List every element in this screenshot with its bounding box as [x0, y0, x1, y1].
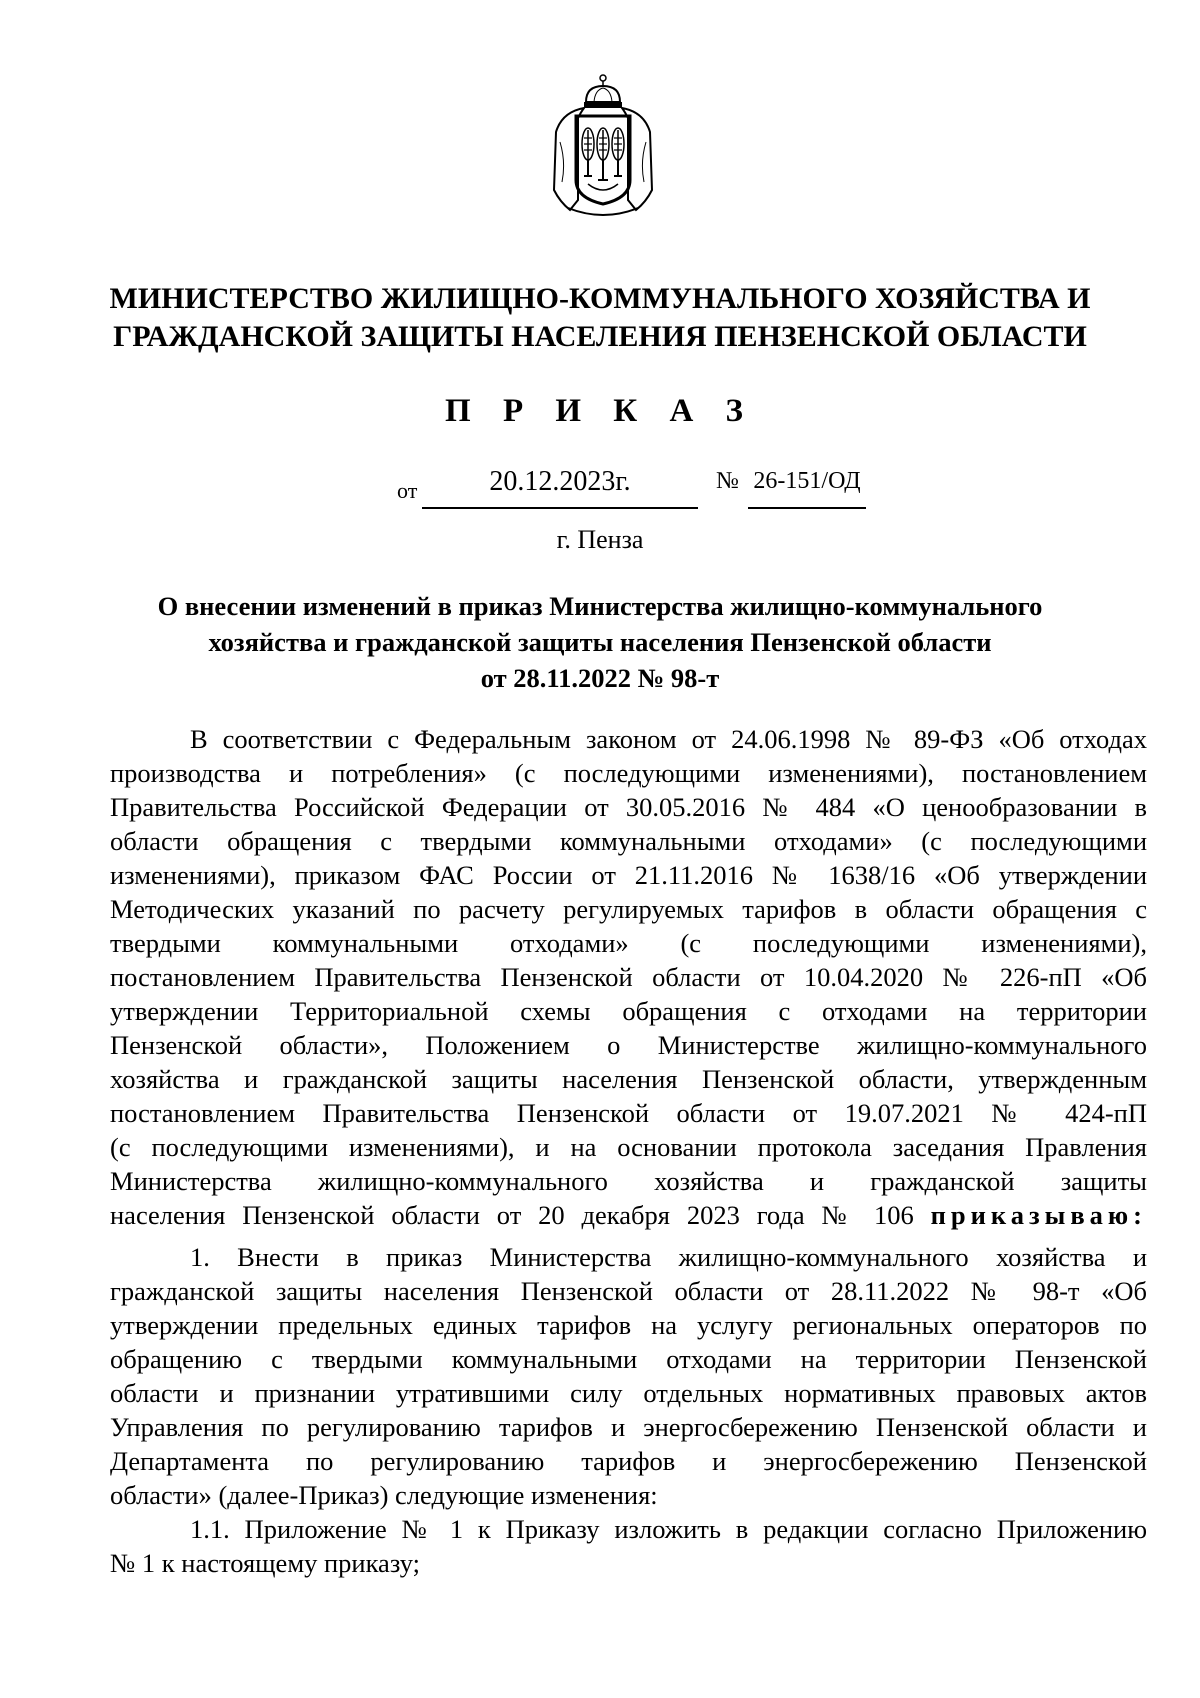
body-line: хозяйства и гражданской защиты населения Пензенской области, утвержденным	[110, 1064, 1147, 1094]
document-city: г. Пенза	[556, 525, 644, 554]
body-line: области и признании утратившими силу отдельных нормативных правовых актов	[110, 1378, 1147, 1408]
body-line: области обращения с твердыми коммунальными отходами» (с последующими	[110, 826, 1147, 856]
document-body	[110, 722, 1147, 1580]
document-date: 20.12.2023г.	[489, 466, 631, 497]
body-line: Правительства Российской Федерации от 30.05.2016 № 484 «О ценообразовании в	[110, 792, 1147, 822]
number-label: №	[716, 468, 739, 494]
body-line: Министерства жилищно-коммунального хозяйства и гражданской защиты	[110, 1166, 1147, 1196]
body-line-last	[110, 1198, 1147, 1232]
date-underline	[422, 507, 698, 509]
body-line: Департамента по регулированию тарифов и энергосбережению Пензенской	[110, 1446, 1147, 1476]
document-type-title: П Р И К А З	[445, 393, 755, 429]
subject-line3: от 28.11.2022 № 98-т	[480, 663, 720, 693]
body-line: Управления по регулированию тарифов и энергосбережению Пензенской области и	[110, 1412, 1147, 1442]
body-line: (с последующими изменениями), и на основании протокола заседания Правления	[110, 1132, 1147, 1162]
coat-of-arms-emblem	[548, 72, 658, 222]
body-line: постановлением Правительства Пензенской области от 10.04.2020 № 226-пП «Об	[110, 962, 1147, 992]
document-subject	[120, 588, 1080, 696]
body-line: гражданской защиты населения Пензенской области от 28.11.2022 № 98-т «Об	[110, 1276, 1147, 1306]
subject-line2: хозяйства и гражданской защиты населения Пензенской области	[208, 627, 992, 657]
body-line: изменениями), приказом ФАС России от 21.11.2016 № 1638/16 «Об утверждении	[110, 860, 1147, 890]
order-word: приказываю:	[930, 1200, 1147, 1230]
body-line: утверждении Территориальной схемы обращения с отходами на территории	[110, 996, 1147, 1026]
ministry-name	[100, 280, 1100, 356]
body-line: № 1 к настоящему приказу;	[110, 1548, 420, 1578]
body-line: утверждении предельных единых тарифов на услугу региональных операторов по	[110, 1310, 1147, 1340]
body-line: обращению с твердыми коммунальными отходами на территории Пензенской	[110, 1344, 1147, 1374]
body-line: твердыми коммунальными отходами» (с последующими изменениями),	[110, 928, 1147, 958]
body-line: В соответствии с Федеральным законом от 24.06.1998 № 89-ФЗ «Об отходах	[190, 724, 1147, 754]
body-line: постановлением Правительства Пензенской области от 19.07.2021 № 424-пП	[110, 1098, 1147, 1128]
body-line: Методических указаний по расчету регулируемых тарифов в области обращения с	[110, 894, 1147, 924]
body-line: 1. Внести в приказ Министерства жилищно-коммунального хозяйства и	[190, 1242, 1147, 1272]
number-underline	[748, 507, 866, 509]
body-line: производства и потребления» (с последующими изменениями), постановлением	[110, 758, 1147, 788]
subject-line1: О внесении изменений в приказ Министерства жилищно-коммунального	[157, 591, 1043, 621]
ministry-name-line2: ГРАЖДАНСКОЙ ЗАЩИТЫ НАСЕЛЕНИЯ ПЕНЗЕНСКОЙ ОБЛАСТИ	[113, 320, 1087, 353]
date-from-label: от	[397, 478, 418, 503]
ministry-name-line1: МИНИСТЕРСТВО ЖИЛИЩНО-КОММУНАЛЬНОГО ХОЗЯЙСТВА И	[109, 282, 1091, 315]
body-line-text: населения Пензенской области от 20 декабря 2023 года № 106	[110, 1200, 914, 1230]
body-line: 1.1. Приложение № 1 к Приказу изложить в редакции согласно Приложению	[190, 1514, 1147, 1544]
body-line: Пензенской области», Положением о Министерстве жилищно-коммунального	[110, 1030, 1147, 1060]
document-number: 26-151/ОД	[753, 468, 861, 494]
body-line: области» (далее-Приказ) следующие изменения:	[110, 1480, 658, 1510]
